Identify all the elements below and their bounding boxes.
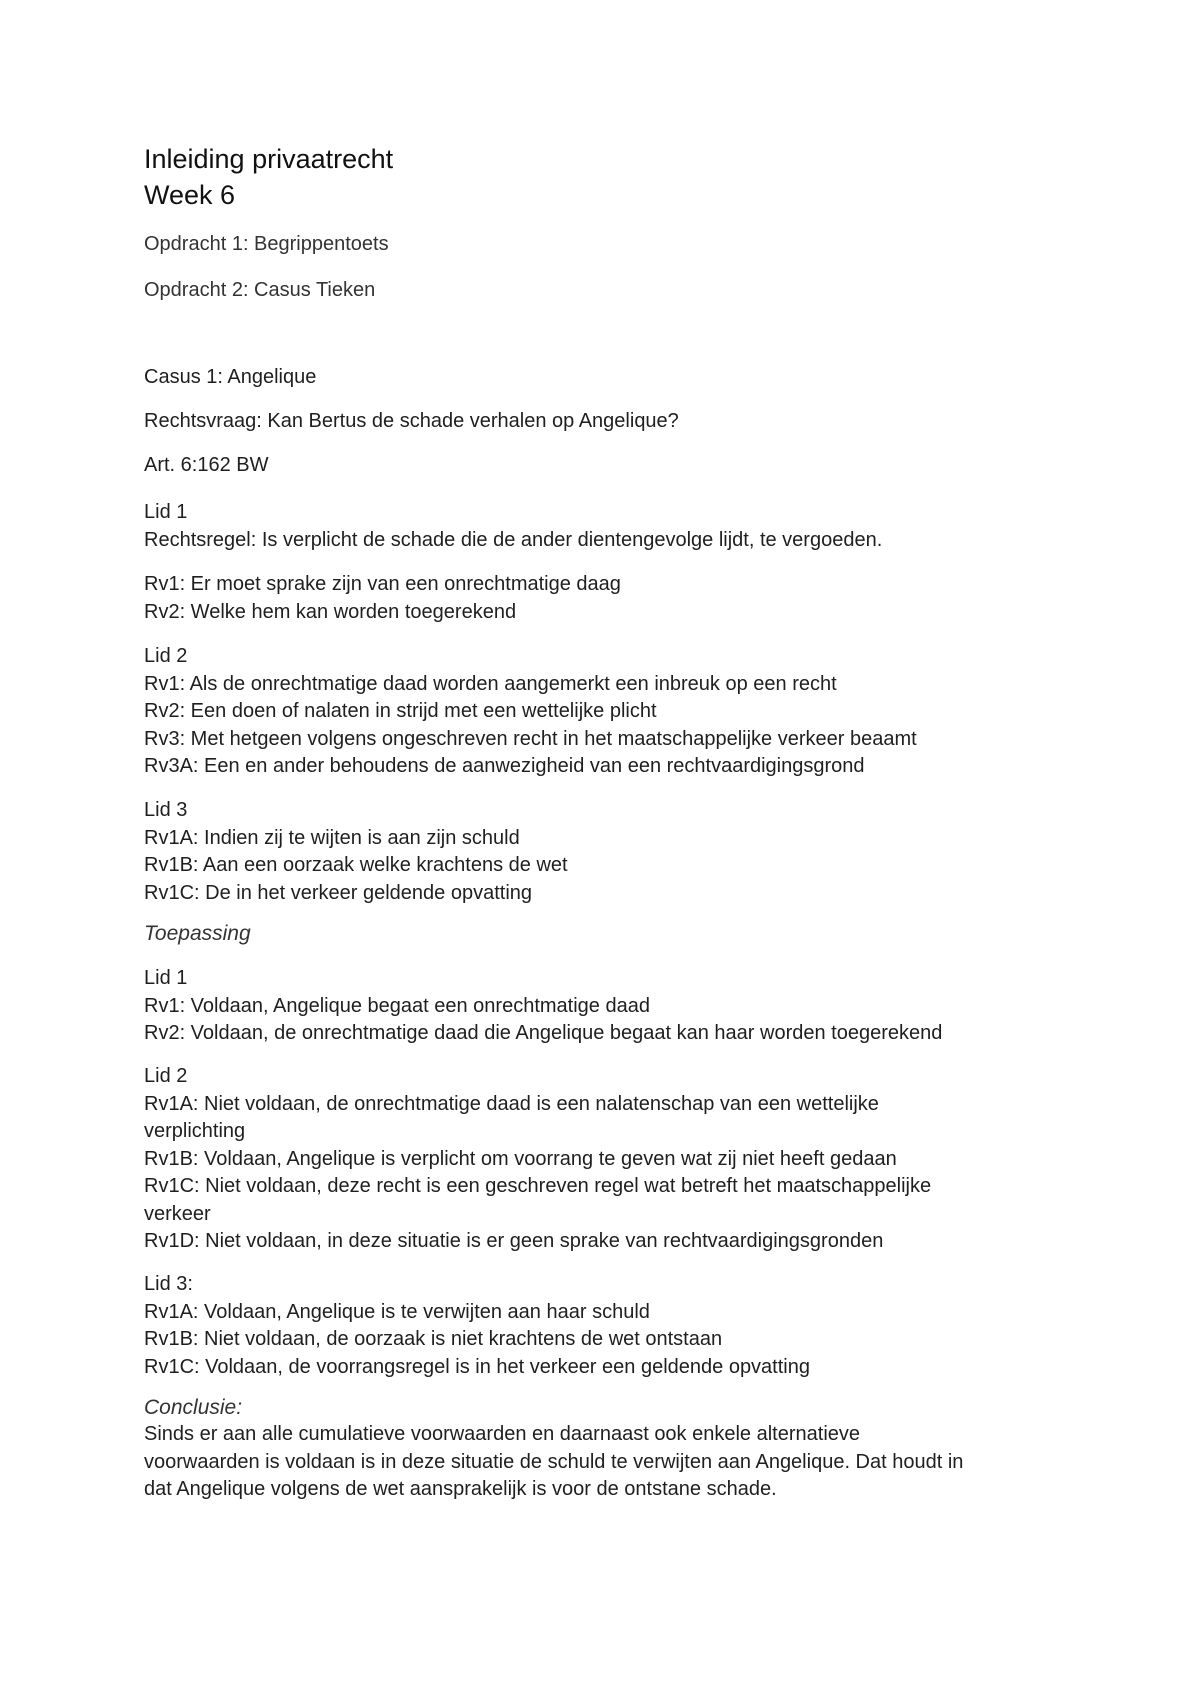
rules-lid3-rv1c: Rv1C: De in het verkeer geldende opvatting xyxy=(144,881,533,904)
application-lid1-heading: Lid 1 xyxy=(144,967,188,989)
application-lid3-rv1a: Rv1A: Voldaan, Angelique is te verwijten aan haar schuld xyxy=(144,1300,650,1323)
article-reference: Art. 6:162 BW xyxy=(144,454,269,476)
application-lid3-rv1c: Rv1C: Voldaan, de voorrangsregel is in het verkeer een geldende opvatting xyxy=(144,1355,810,1378)
rules-lid2-rv3a: Rv3A: Een en ander behoudens de aanwezigheid van een rechtvaardigingsgrond xyxy=(144,755,865,777)
application-lid2-rv1c-cont: verkeer xyxy=(144,1202,211,1225)
rules-lid2-rv2: Rv2: Een doen of nalaten in strijd met een wettelijke plicht xyxy=(144,700,657,722)
rules-lid1-rv1: Rv1: Er moet sprake zijn van een onrechtmatige daag xyxy=(144,573,621,595)
rules-lid3-heading: Lid 3 xyxy=(144,799,188,821)
rules-lid2-heading: Lid 2 xyxy=(144,645,188,667)
document-title: Inleiding privaatrecht xyxy=(144,144,394,174)
application-lid1-rv1: Rv1: Voldaan, Angelique begaat een onrechtmatige daad xyxy=(144,994,650,1017)
rules-lid1-rv2: Rv2: Welke hem kan worden toegerekend xyxy=(144,600,517,623)
rules-lid3 xyxy=(144,797,568,907)
application-lid2-rv1c: Rv1C: Niet voldaan, deze recht is een geschreven regel wat betreft het maatschappelijke xyxy=(144,1175,932,1197)
rules-lid1-rule: Rechtsregel: Is verplicht de schade die de ander dientengevolge lijdt, te vergoeden. xyxy=(144,528,883,551)
document-subtitle: Week 6 xyxy=(144,180,236,210)
rules-lid1 xyxy=(144,499,882,554)
case-title: Casus 1: Angelique xyxy=(144,366,317,388)
application-lid2-rv1a: Rv1A: Niet voldaan, de onrechtmatige daad is een nalatenschap van een wettelijke xyxy=(144,1092,879,1115)
application-heading: Toepassing xyxy=(144,922,251,945)
application-lid2 xyxy=(144,1063,931,1256)
application-lid2-rv1d: Rv1D: Niet voldaan, in deze situatie is er geen sprake van rechtvaardigingsgronden xyxy=(144,1230,884,1252)
rules-lid2-rv3: Rv3: Met hetgeen volgens ongeschreven recht in het maatschappelijke verkeer beaamt xyxy=(144,727,917,750)
application-lid2-rv1b: Rv1B: Voldaan, Angelique is verplicht om voorrang te geven wat zij niet heeft gedaan xyxy=(144,1147,897,1170)
conclusion-heading: Conclusie: xyxy=(144,1396,243,1419)
rules-lid3-rv1b: Rv1B: Aan een oorzaak welke krachtens de wet xyxy=(144,854,568,876)
rules-lid2-rv1: Rv1: Als de onrechtmatige daad worden aangemerkt een inbreuk op een recht xyxy=(144,672,837,695)
rules-lid2 xyxy=(144,643,917,781)
conclusion-line-2: voorwaarden is voldaan is in deze situatie de schuld te verwijten aan Angelique. Dat houdt in xyxy=(144,1450,964,1473)
application-lid2-heading: Lid 2 xyxy=(144,1065,188,1087)
rules-lid3-rv1a: Rv1A: Indien zij te wijten is aan zijn schuld xyxy=(144,826,520,849)
conclusion-section xyxy=(144,1394,963,1504)
legal-question: Rechtsvraag: Kan Bertus de schade verhalen op Angelique? xyxy=(144,410,679,432)
assignment-1: Opdracht 1: Begrippentoets xyxy=(144,233,389,255)
rules-lid1-conditions xyxy=(144,571,621,626)
application-lid3-rv1b: Rv1B: Niet voldaan, de oorzaak is niet krachtens de wet ontstaan xyxy=(144,1328,723,1350)
assignment-2: Opdracht 2: Casus Tieken xyxy=(144,279,376,301)
application-lid3 xyxy=(144,1271,810,1381)
conclusion-line-1: Sinds er aan alle cumulatieve voorwaarden en daarnaast ook enkele alternatieve xyxy=(144,1423,861,1445)
application-lid2-rv1a-cont: verplichting xyxy=(144,1120,246,1142)
application-lid1 xyxy=(144,965,942,1048)
application-lid1-rv2: Rv2: Voldaan, de onrechtmatige daad die Angelique begaat kan haar worden toegerekend xyxy=(144,1022,943,1044)
rules-lid1-heading: Lid 1 xyxy=(144,501,188,523)
application-lid3-heading: Lid 3: xyxy=(144,1273,193,1295)
conclusion-line-3: dat Angelique volgens de wet aansprakelijk is voor de ontstane schade. xyxy=(144,1478,777,1500)
